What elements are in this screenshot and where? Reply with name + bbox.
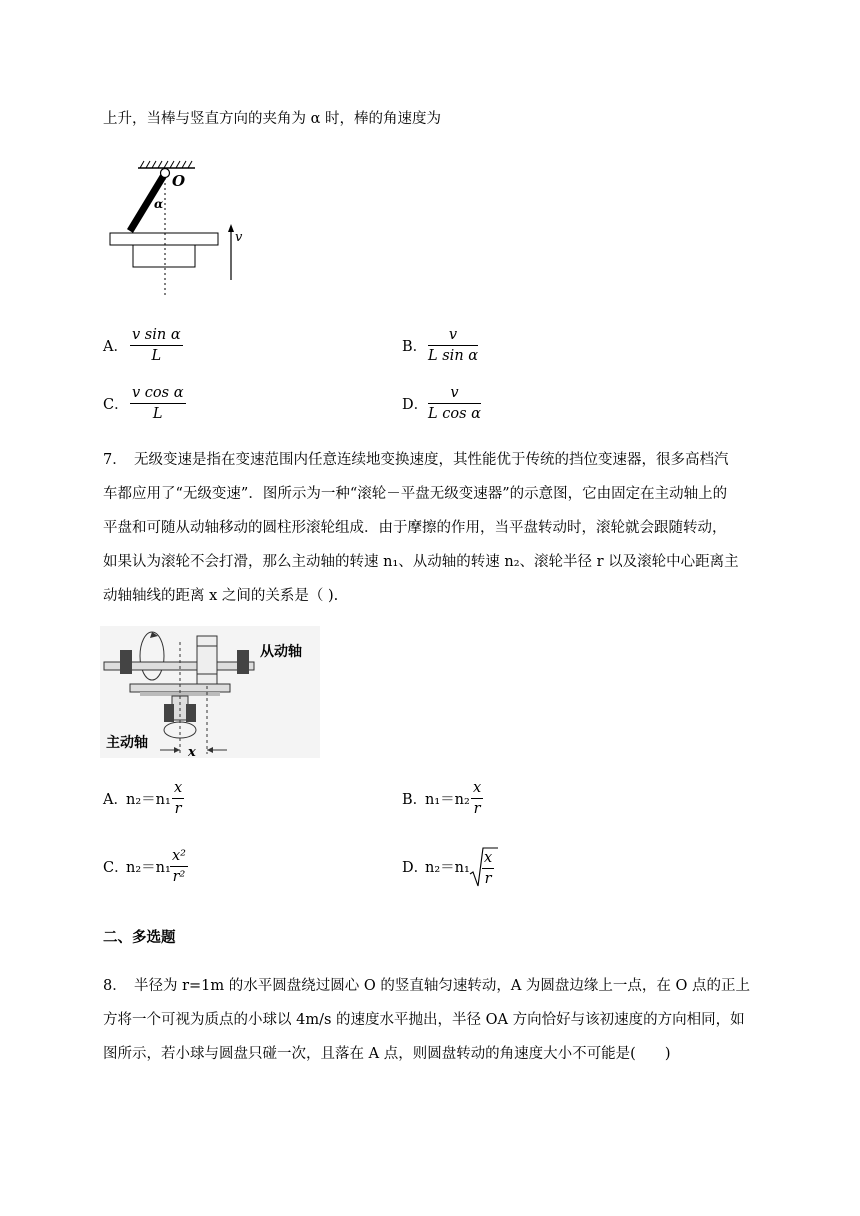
- option-letter: A．: [103, 339, 128, 355]
- q7-label-x: x: [188, 745, 196, 758]
- q7-label-driving: 主动轴: [106, 735, 148, 751]
- option-letter: A．: [103, 792, 128, 808]
- q7-line-3: 平盘和可随从动轴移动的圆柱形滚轮组成．由于摩擦的作用，当平盘转动时，滚轮就会跟随转动，: [103, 520, 727, 536]
- q6-label-pivot: O: [172, 172, 186, 190]
- fraction: $\frac{\text{x²}}{\text{r²}}$: [172, 848, 186, 885]
- option-letter: C．: [103, 860, 129, 876]
- fraction: $\frac{v}{\text{L sin α}}$: [428, 327, 479, 364]
- option-letter: D．: [402, 860, 429, 876]
- q8-line-2: 方将一个可视为质点的小球以 4m/s 的速度水平抛出，半径 OA 方向恰好与该初速度的方向相同，如: [103, 1012, 745, 1028]
- fraction: $\frac{v}{\text{L cos α}}$: [428, 385, 481, 422]
- q6-rod-figure: [100, 158, 260, 298]
- fraction: $\frac{x}{r}$: [484, 850, 493, 887]
- fraction: $\frac{x}{r}$: [473, 780, 482, 817]
- option-letter: B．: [402, 339, 428, 355]
- q7-line-5: 动轴轴线的距离 x 之间的关系是（ ).: [103, 588, 339, 604]
- option-letter: C．: [103, 397, 129, 413]
- q6-label-velocity: v: [235, 230, 243, 245]
- q8-line-1: 8． 半径为 r=1m 的水平圆盘绕过圆心 O 的竖直轴匀速转动，A 为圆盘边缘上一点，在 O 点的正上: [103, 978, 751, 994]
- fraction: $\frac{\text{v cos α}}{L}$: [132, 385, 184, 422]
- q7-cvt-figure: [100, 626, 320, 758]
- q7-line-2: 车都应用了“无级变速”．图所示为一种“滚轮－平盘无级变速器”的示意图，它由固定在主动轴上的: [103, 486, 728, 502]
- q7-label-driven: 从动轴: [260, 644, 302, 660]
- option-letter: D．: [402, 397, 429, 413]
- q7-line-1: 7． 无级变速是指在变速范围内任意连续地变换速度，其性能优于传统的挡位变速器，很多高档汽: [103, 452, 729, 468]
- option-letter: B．: [402, 792, 428, 808]
- fraction: $\frac{\text{v sin α}}{L}$: [132, 327, 181, 364]
- option-prefix: n₂＝n₁: [425, 860, 470, 876]
- q6-stem-tail: 上升，当棒与竖直方向的夹角为 α 时，棒的角速度为: [103, 111, 442, 127]
- q6-label-angle: α: [154, 197, 164, 211]
- option-prefix: n₂＝n₁: [126, 792, 171, 808]
- section-title: 二、多选题: [103, 930, 176, 946]
- q7-line-4: 如果认为滚轮不会打滑，那么主动轴的转速 n₁、从动轴的转速 n₂、滚轮半径 r 以及滚轮中心距离主: [103, 554, 739, 570]
- fraction: $\frac{x}{r}$: [174, 780, 183, 817]
- q8-line-3: 图所示，若小球与圆盘只碰一次，且落在 A 点，则圆盘转动的角速度大小不可能是( ): [103, 1046, 671, 1062]
- option-prefix: n₂＝n₁: [126, 860, 171, 876]
- option-prefix: n₁＝n₂: [425, 792, 470, 808]
